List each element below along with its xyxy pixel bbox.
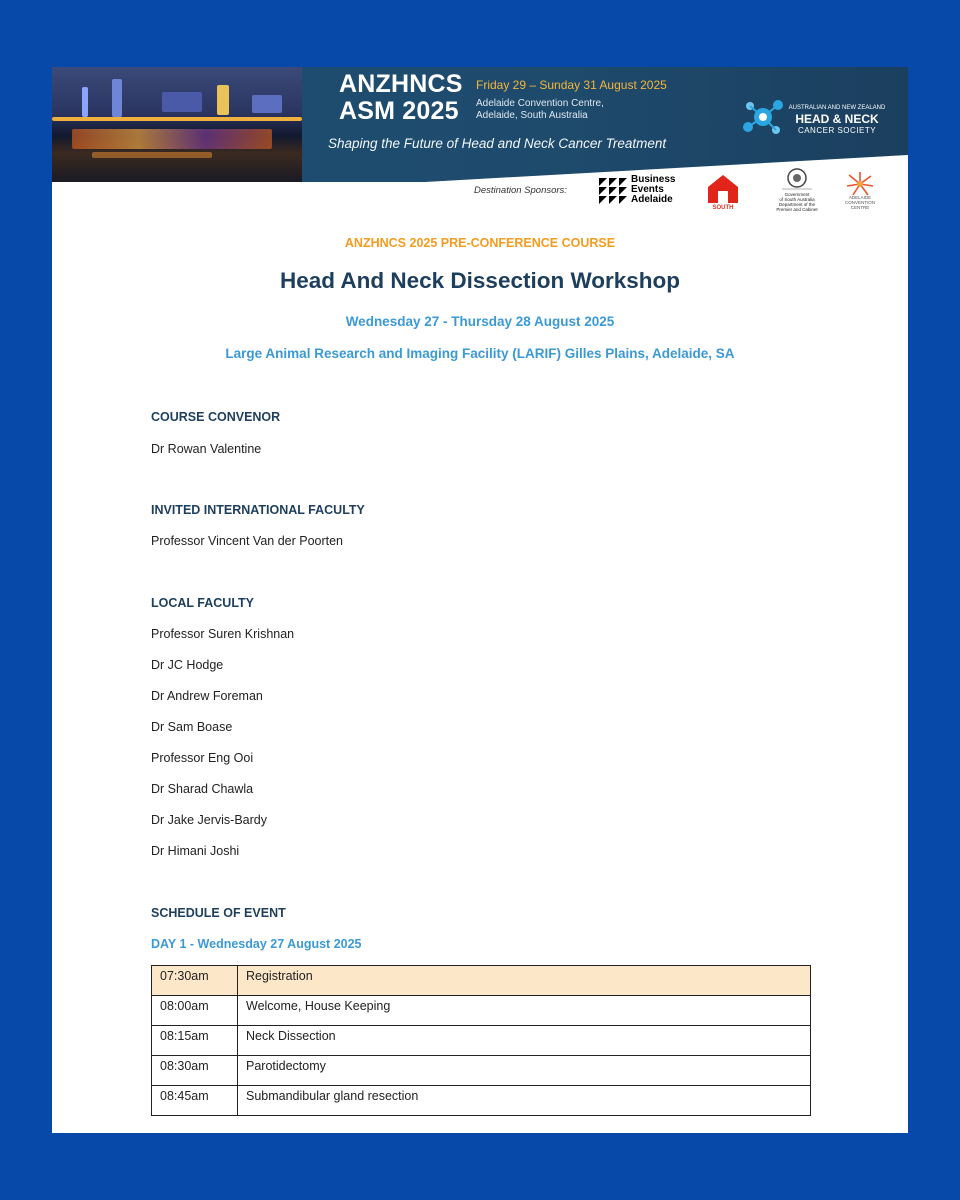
sponsors-label: Destination Sponsors:: [474, 185, 567, 196]
schedule-item: Neck Dissection: [238, 1026, 811, 1056]
acc-line1: ADELAIDE: [848, 195, 872, 200]
local-faculty-name: Dr Jake Jervis-Bardy: [151, 813, 267, 827]
local-faculty-name: Dr Sharad Chawla: [151, 782, 254, 796]
conference-banner: [52, 67, 908, 182]
venue-line1: Adelaide Convention Centre,: [476, 98, 604, 109]
day1-heading: DAY 1 - Wednesday 27 August 2025: [151, 937, 362, 951]
gov-line2: of South Australia: [779, 197, 815, 202]
schedule-time: 07:30am: [152, 966, 238, 996]
international-faculty-name: Professor Vincent Van der Poorten: [151, 534, 344, 548]
business-events-adelaide-text: [631, 175, 675, 205]
conference-title: [339, 71, 463, 125]
society-name: [782, 105, 892, 136]
schedule-time: 08:00am: [152, 996, 238, 1026]
bea-line1: Business: [631, 174, 676, 185]
schedule-item: Parotidectomy: [238, 1056, 811, 1086]
adelaide-convention-centre-logo: [845, 171, 875, 197]
conference-title-line2: ASM 2025: [339, 97, 459, 125]
society-molecule-icon: [740, 97, 786, 137]
conference-title-line1: ANZHNCS: [339, 70, 463, 98]
bea-line3: Adelaide: [631, 194, 673, 205]
local-faculty-name: Professor Suren Krishnan: [151, 627, 295, 641]
pre-conference-label: ANZHNCS 2025 PRE-CONFERENCE COURSE: [344, 236, 616, 250]
conference-venue: [476, 98, 604, 122]
adelaide-night-photo: [52, 67, 302, 182]
acc-line2: CONVENTION: [844, 200, 875, 205]
conference-dates: Friday 29 – Sunday 31 August 2025: [476, 78, 667, 92]
schedule-table: [151, 965, 811, 1116]
schedule-time: 08:15am: [152, 1026, 238, 1056]
society-name-line1: AUSTRALIAN AND NEW ZEALAND: [788, 105, 886, 111]
local-faculty-name: Dr JC Hodge: [151, 658, 224, 672]
local-faculty-name: Dr Sam Boase: [151, 720, 233, 734]
local-faculty-heading: LOCAL FACULTY: [151, 596, 255, 610]
schedule-time: 08:45am: [152, 1086, 238, 1116]
table-row: [152, 1086, 811, 1116]
venue-line2: Adelaide, South Australia: [476, 110, 588, 121]
local-faculty-name: Dr Andrew Foreman: [151, 689, 263, 703]
society-name-line2: HEAD & NECK: [795, 112, 879, 126]
schedule-heading: SCHEDULE OF EVENT: [151, 906, 286, 920]
international-faculty-heading: INVITED INTERNATIONAL FACULTY: [151, 503, 365, 517]
schedule-item: Submandibular gland resection: [238, 1086, 811, 1116]
gov-line3: Department of the: [778, 202, 816, 207]
gov-line1: Government: [784, 192, 810, 197]
schedule-item: Registration: [238, 966, 811, 996]
acc-line3: CENTRE: [850, 205, 870, 210]
conference-tagline: Shaping the Future of Head and Neck Cancer Treatment: [328, 136, 667, 151]
table-row: [152, 1026, 811, 1056]
gov-line4: Premier and Cabinet: [776, 207, 818, 212]
bea-line2: Events: [631, 184, 664, 195]
workshop-dates: Wednesday 27 - Thursday 28 August 2025: [345, 314, 615, 329]
convenor-name: Dr Rowan Valentine: [151, 442, 262, 456]
table-row: [152, 996, 811, 1026]
south-australia-text: SOUTH: [712, 205, 734, 211]
local-faculty-name: Professor Eng Ooi: [151, 751, 254, 765]
table-row: [152, 1056, 811, 1086]
south-australia-logo: [704, 173, 742, 209]
government-text: [770, 192, 824, 212]
schedule-item: Welcome, House Keeping: [238, 996, 811, 1026]
business-events-adelaide-logo: [597, 176, 631, 206]
document-page: [52, 67, 908, 1133]
schedule-time: 08:30am: [152, 1056, 238, 1086]
page-title: Head And Neck Dissection Workshop: [279, 268, 681, 293]
local-faculty-name: Dr Himani Joshi: [151, 844, 240, 858]
convenor-heading: COURSE CONVENOR: [151, 410, 281, 424]
society-name-line3: CANCER SOCIETY: [797, 126, 877, 135]
table-row: [152, 966, 811, 996]
workshop-venue: Large Animal Research and Imaging Facility (LARIF) Gilles Plains, Adelaide, SA: [225, 346, 735, 361]
adelaide-convention-centre-text: [842, 195, 878, 210]
